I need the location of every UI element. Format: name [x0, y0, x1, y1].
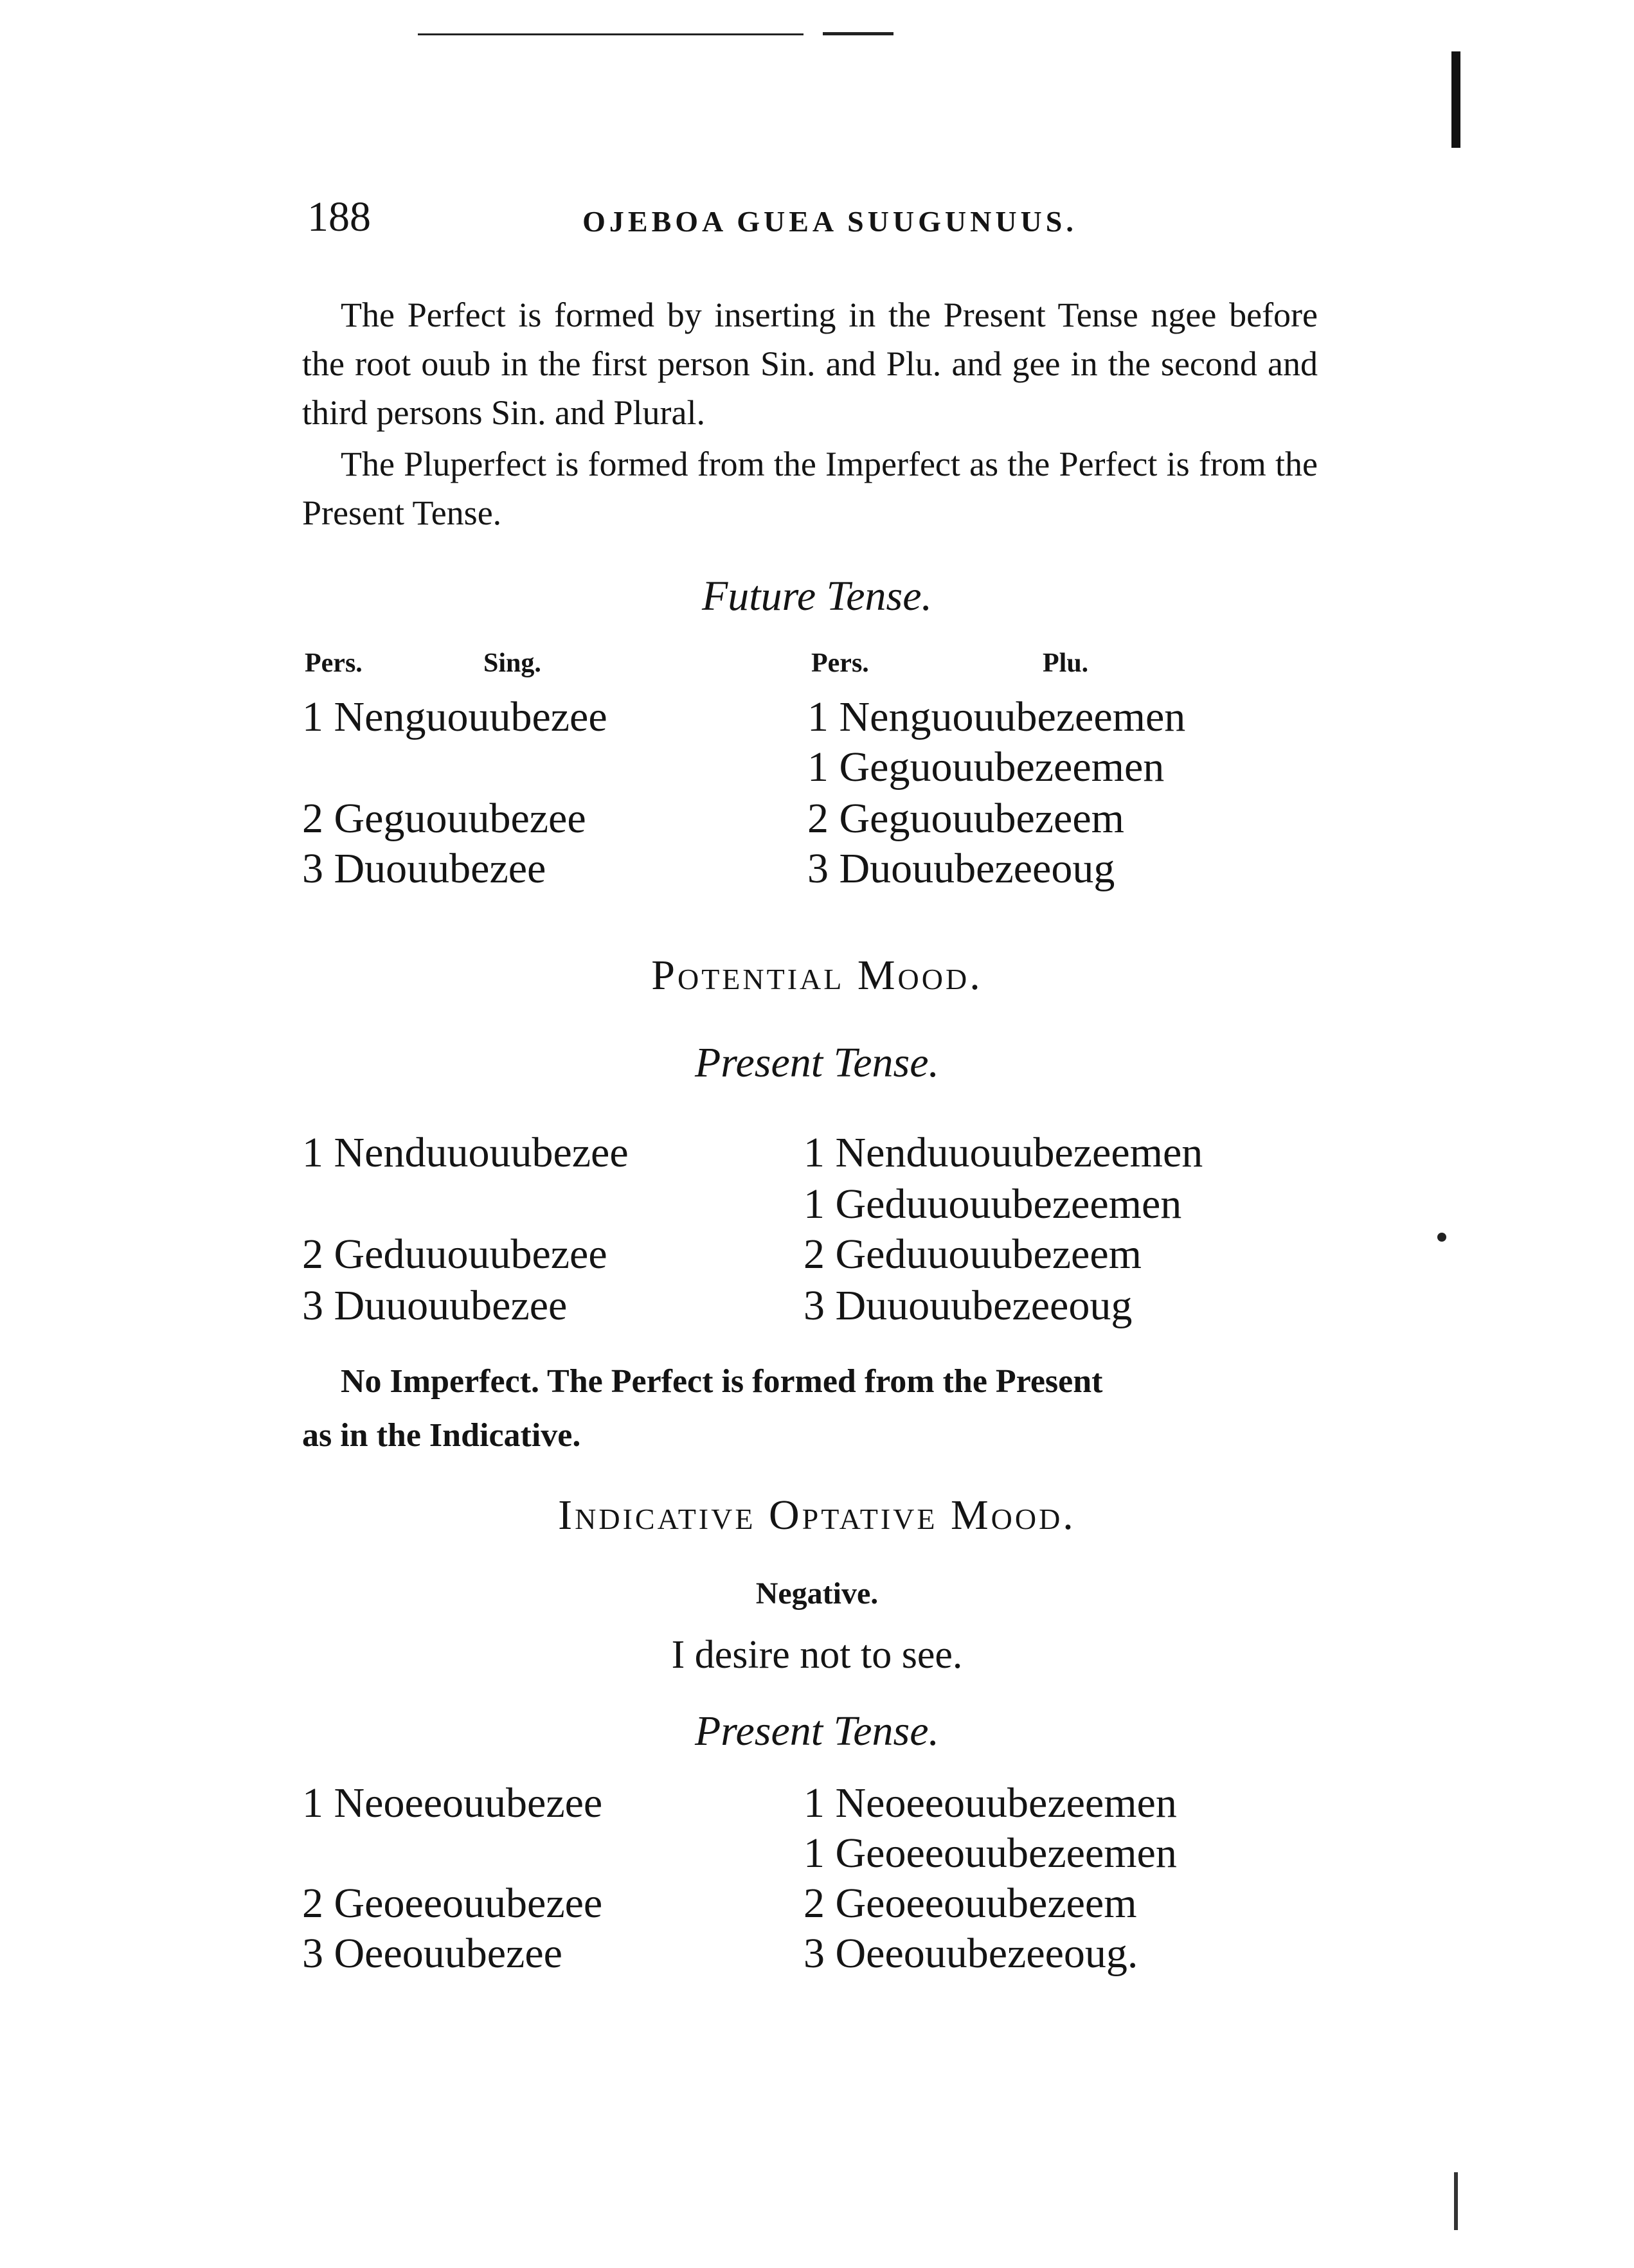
negative-heading: Negative. — [755, 1576, 879, 1611]
future-sing-1: 1 Nenguouubezee — [302, 693, 607, 740]
potential-note-line-2: as in the Indicative. — [302, 1417, 581, 1454]
intro-paragraph-1 — [302, 290, 1318, 437]
potential-plu-1b: 1 Geduuouubezeemen — [804, 1181, 1182, 1228]
future-plu-1: 1 Nenguouubezeemen — [807, 693, 1186, 740]
intro-paragraph-2-text: The Pluperfect is formed from the Imperfect as the Perfect is from the Present Tense. — [302, 445, 1318, 532]
optative-sing-3: 3 Oeeouubezee — [302, 1930, 562, 1977]
future-plu-1b: 1 Geguouubezeemen — [807, 744, 1165, 790]
potential-plu-1: 1 Nenduuouubezeemen — [804, 1129, 1203, 1176]
potential-plu-2: 2 Geduuouubezeem — [804, 1231, 1142, 1278]
top-scan-rule — [418, 33, 804, 35]
potential-note-line-1: No Imperfect. The Perfect is formed from the Present — [341, 1363, 1103, 1400]
potential-sing-3: 3 Duuouubezee — [302, 1282, 568, 1329]
optative-plu-1b: 1 Geoeeouubezeemen — [804, 1830, 1177, 1877]
optative-mood-heading: Indicative Optative Mood. — [558, 1492, 1076, 1539]
optative-sing-2: 2 Geoeeouubezee — [302, 1880, 603, 1927]
ink-dot — [1437, 1233, 1446, 1242]
col-plu: Plu. — [1043, 648, 1089, 678]
running-title: OJEBOA GUEA SUUGUNUUS. — [582, 205, 1077, 238]
future-tense-heading: Future Tense. — [701, 573, 933, 620]
optative-plu-2: 2 Geoeeouubezeem — [804, 1880, 1137, 1927]
optative-plu-1: 1 Neoeeouubezeemen — [804, 1780, 1177, 1826]
right-edge-mark-bottom — [1454, 2172, 1458, 2230]
top-scan-mark — [823, 32, 893, 35]
col-pers-right: Pers. — [811, 648, 869, 678]
potential-mood-heading: Potential Mood. — [651, 952, 983, 999]
future-plu-2: 2 Geguouubezeem — [807, 795, 1124, 842]
intro-paragraph-2 — [302, 440, 1318, 537]
optative-plu-3: 3 Oeeouubezeeoug. — [804, 1930, 1138, 1977]
potential-sing-2: 2 Geduuouubezee — [302, 1231, 607, 1278]
page-number: 188 — [307, 193, 371, 240]
potential-sing-1: 1 Nenduuouubezee — [302, 1129, 629, 1176]
future-sing-3: 3 Duouubezee — [302, 845, 546, 892]
col-pers-left: Pers. — [305, 648, 363, 678]
optative-present-tense-heading: Present Tense. — [694, 1708, 940, 1755]
gloss-line: I desire not to see. — [671, 1633, 963, 1677]
col-sing: Sing. — [483, 648, 541, 678]
future-sing-2: 2 Geguouubezee — [302, 795, 586, 842]
potential-present-tense-heading: Present Tense. — [694, 1039, 940, 1086]
right-edge-mark — [1451, 51, 1460, 148]
potential-plu-3: 3 Duuouubezeeoug — [804, 1282, 1133, 1329]
potential-note — [302, 1355, 1318, 1463]
future-plu-3: 3 Duouubezeeoug — [807, 845, 1115, 892]
intro-paragraph-1-text: The Perfect is formed by inserting in the Present Tense ngee before the root ouub in the first person Sin. and Plu. and gee in the second and third persons Sin. and Plural. — [302, 296, 1318, 432]
optative-sing-1: 1 Neoeeouubezee — [302, 1780, 603, 1826]
